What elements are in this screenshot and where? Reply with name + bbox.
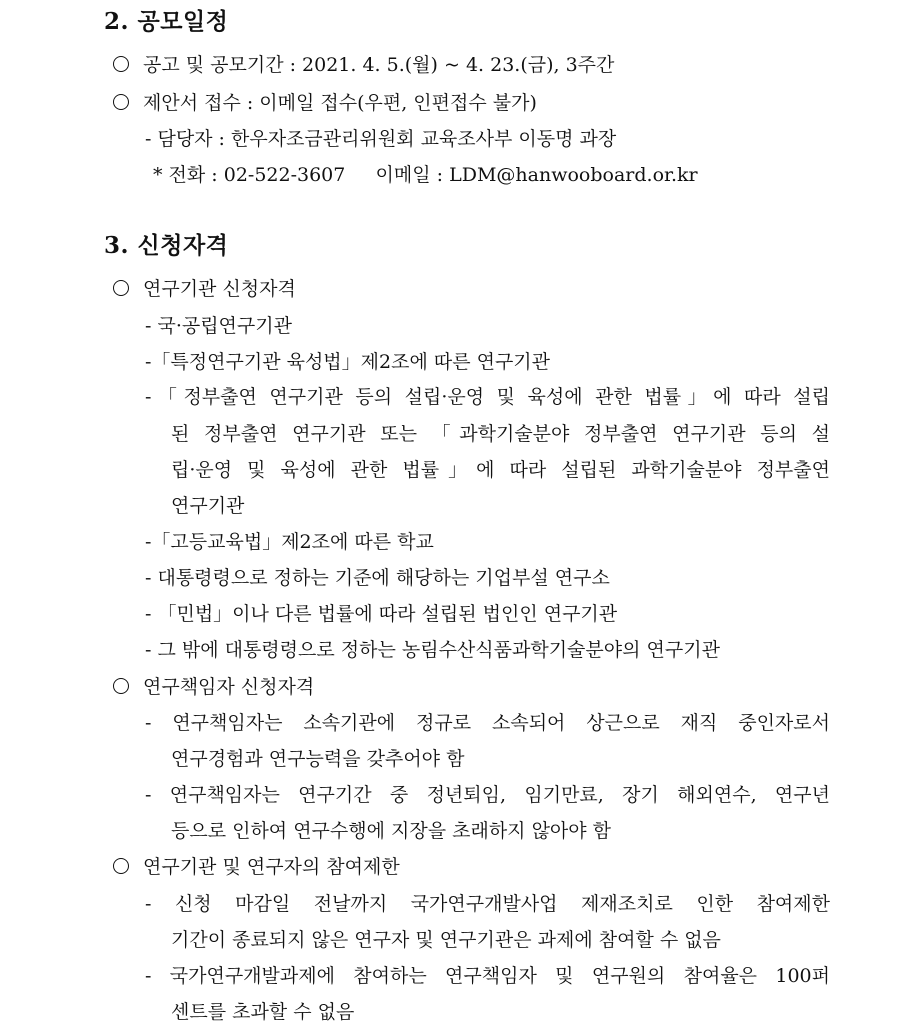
list-item-continuation: 연구기관	[171, 495, 245, 517]
list-item: - 신청 마감일 전날까지 국가연구개발사업 제재조치로 인한 참여제한	[145, 893, 830, 915]
list-item: -「고등교육법」제2조에 따른 학교	[145, 531, 434, 553]
circle-bullet-icon	[113, 678, 129, 694]
list-item: - 연구책임자는 소속기관에 정규로 소속되어 상근으로 재직 중인자로서	[145, 712, 830, 734]
submission-item-text: 제안서 접수 : 이메일 접수(우편, 인편접수 불가)	[143, 92, 537, 114]
circle-bullet-icon	[113, 56, 129, 72]
section-3-heading: 3. 신청자격	[104, 232, 229, 259]
list-item: - 국·공립연구기관	[145, 315, 292, 337]
list-item-continuation: 된 정부출연 연구기관 또는 「과학기술분야 정부출연 연구기관 등의 설	[171, 423, 830, 445]
list-item-continuation: 기간이 종료되지 않은 연구자 및 연구기관은 과제에 참여할 수 없음	[171, 929, 721, 951]
list-item-continuation: 립·운영 및 육성에 관한 법률」에 따라 설립된 과학기술분야 정부출연	[171, 459, 830, 481]
list-item: - 그 밖에 대통령령으로 정하는 농림수산식품과학기술분야의 연구기관	[145, 639, 720, 661]
circle-bullet-icon	[113, 858, 129, 874]
group-title	[113, 854, 400, 880]
group-title-text: 연구기관 신청자격	[143, 278, 296, 300]
list-item: - 국가연구개발과제에 참여하는 연구책임자 및 연구원의 참여율은 100퍼	[145, 965, 830, 987]
list-item: -「정부출연 연구기관 등의 설립·운영 및 육성에 관한 법률」에 따라 설립	[145, 386, 830, 408]
list-item-continuation: 등으로 인하여 연구수행에 지장을 초래하지 않아야 함	[171, 820, 612, 842]
group-title	[113, 276, 296, 302]
group-title-text: 연구기관 및 연구자의 참여제한	[143, 856, 400, 878]
list-item: - 연구책임자는 연구기간 중 정년퇴임, 임기만료, 장기 해외연수, 연구년	[145, 784, 830, 806]
section-2-heading: 2. 공모일정	[104, 8, 229, 35]
list-item: - 대통령령으로 정하는 기준에 해당하는 기업부설 연구소	[145, 567, 610, 589]
contact-person: - 담당자 : 한우자조금관리위원회 교육조사부 이동명 과장	[145, 128, 617, 150]
schedule-item	[113, 52, 614, 78]
group-title-text: 연구책임자 신청자격	[143, 676, 315, 698]
group-title	[113, 674, 314, 700]
schedule-item-text: 공고 및 공모기간 : 2021. 4. 5.(월) ~ 4. 23.(금), 3주간	[143, 54, 615, 76]
contact-detail: * 전화 : 02-522-3607 이메일 : LDM@hanwooboard.or.kr	[153, 164, 698, 186]
circle-bullet-icon	[113, 94, 129, 110]
list-item-continuation: 센트를 초과할 수 없음	[171, 1001, 355, 1023]
list-item: - 「민법」이나 다른 법률에 따라 설립된 법인인 연구기관	[145, 603, 618, 625]
list-item-continuation: 연구경험과 연구능력을 갖추어야 함	[171, 748, 465, 770]
list-item: -「특정연구기관 육성법」제2조에 따른 연구기관	[145, 351, 550, 373]
submission-item	[113, 90, 537, 116]
circle-bullet-icon	[113, 280, 129, 296]
